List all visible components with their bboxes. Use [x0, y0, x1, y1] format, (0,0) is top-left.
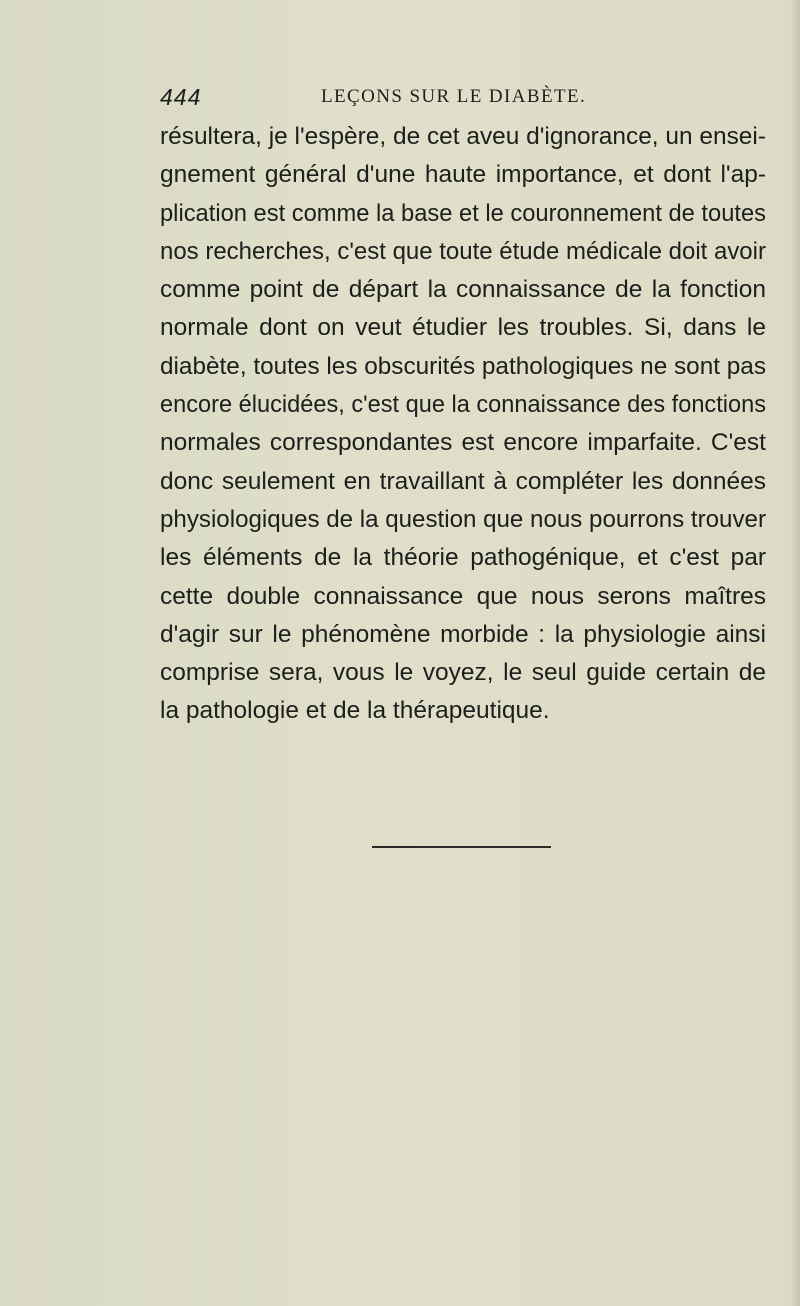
text-line: encore élucidées, c'est que la connaissance des fonctions [160, 391, 767, 419]
text-line: diabète, toutes les obscurités pathologiques ne sont pas [160, 352, 766, 380]
text-line: les éléments de la théorie pathogénique, et c'est par [160, 544, 766, 572]
text-line: physiologiques de la question que nous pourrons trouver [160, 505, 766, 533]
text-line: résultera, je l'espère, de cet aveu d'ignorance, un ensei- [160, 123, 766, 150]
text-line: plication est comme la base et le couronnement de toutes [160, 199, 766, 227]
text-line: d'agir sur le phénomène morbide : la physiologie ainsi [160, 620, 766, 648]
body-paragraph [160, 118, 766, 731]
page-number: 444 [160, 84, 202, 110]
text-line: normales correspondantes est encore imparfaite. C'est [160, 429, 766, 457]
running-head [160, 84, 720, 114]
page-edge-shadow [790, 0, 800, 1306]
text-line: donc seulement en travaillant à compléter les données [160, 467, 766, 495]
text-line: cette double connaissance que nous serons maîtres [160, 582, 766, 610]
text-line: normale dont on veut étudier les troubles. Si, dans le [160, 314, 766, 342]
text-line: nos recherches, c'est que toute étude médicale doit avoir [160, 237, 766, 265]
text-line: comme point de départ la connaissance de la fonction [160, 276, 766, 304]
text-line: gnement général d'une haute importance, et dont l'ap- [160, 161, 766, 189]
section-end-rule [372, 846, 551, 848]
text-line: comprise sera, vous le voyez, le seul guide certain de [160, 659, 766, 687]
running-title: LEÇONS SUR LE DIABÈTE. [321, 86, 587, 107]
text-line-last: la pathologie et de la thérapeutique. [160, 697, 550, 725]
